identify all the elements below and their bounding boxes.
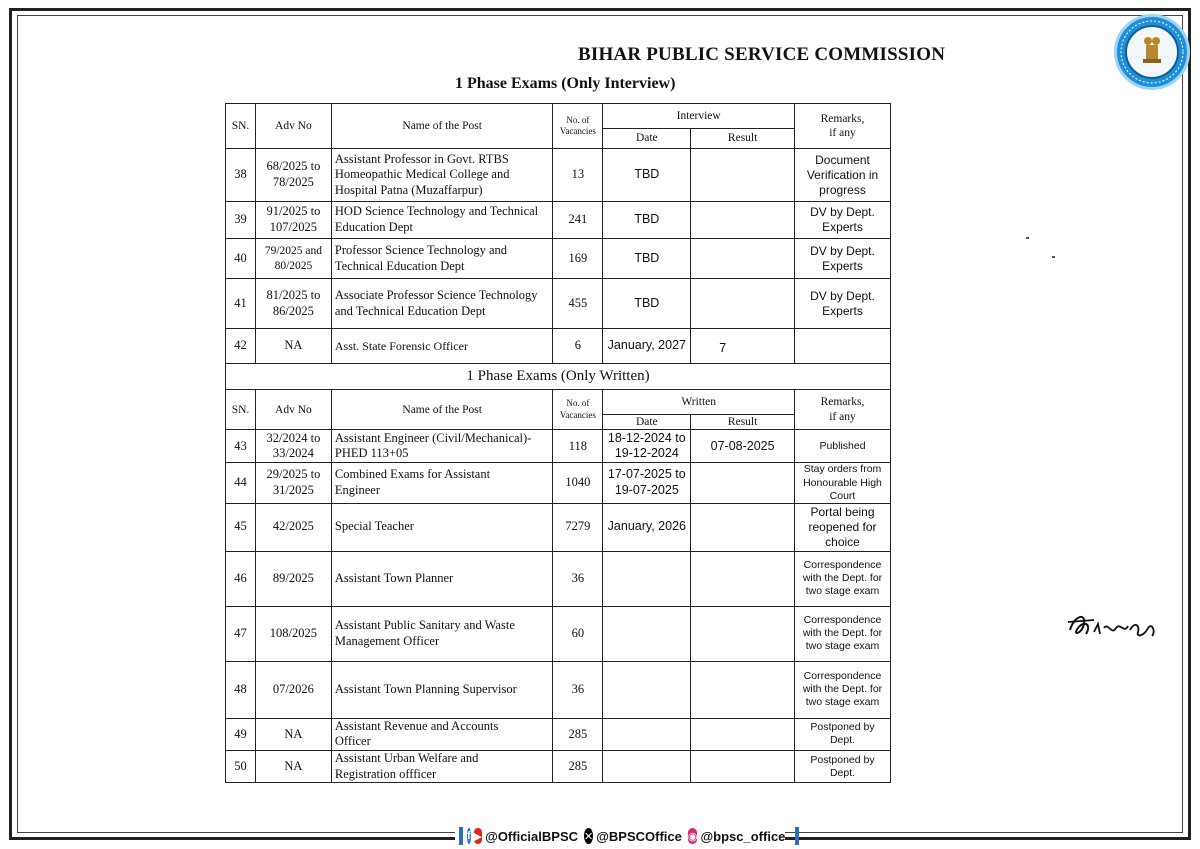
table-row: 47 108/2025 Assistant Public Sanitary and Waste Management Officer 60 Correspondence with the Dept. for two stage exam [226,606,891,661]
post-name: HOD Science Technology and Technical Education Dept [331,202,553,239]
header-remarks: Remarks, if any [795,390,891,430]
header-adv-no: Adv No [255,104,331,149]
header-post-name: Name of the Post [331,104,553,149]
handle-bpsc-office[interactable]: @BPSCOffice [596,828,682,844]
table-row: 49 NA Assistant Revenue and Accounts Officer 285 Postponed by Dept. [226,718,891,750]
post-name: Assistant Engineer (Civil/Mechanical)- PHED 113+05 [331,430,553,463]
post-name: Assistant Public Sanitary and Waste Management Officer [331,606,553,661]
footer-divider [459,827,463,845]
youtube-icon[interactable]: ▶ [474,828,482,844]
post-name: Assistant Urban Welfare and Registration offficer [331,751,553,783]
post-name: Combined Exams for Assistant Engineer [331,463,553,503]
table-row: 43 32/2024 to 33/2024 Assistant Engineer (Civil/Mechanical)- PHED 113+05 118 18-12-2024 to 19-12-2024 07-08-2025 Published [226,430,891,463]
post-name: Professor Science Technology and Technical Education Dept [331,239,553,279]
handwritten-signature [1064,602,1160,650]
handle-bpsc-instagram[interactable]: @bpsc_office [700,828,786,844]
header-post-name: Name of the Post [331,390,553,430]
table-row: 40 79/2025 and 80/2025 Professor Science Technology and Technical Education Dept 169 TBD DV by Dept. Experts [226,239,891,279]
remarks-cell: Correspondence with the Dept. for two stage exam [795,661,891,718]
table-row: 38 68/2025 to 78/2025 Assistant Professor in Govt. RTBS Homeopathic Medical College and Hospital Patna (Muzaffarpur) 13 TBD Document Verification in progress [226,149,891,202]
table-row: 39 91/2025 to 107/2025 HOD Science Technology and Technical Education Dept 241 TBD DV by Dept. Experts [226,202,891,239]
post-name: Associate Professor Science Technology and Technical Education Dept [331,279,553,329]
remarks-cell: DV by Dept. Experts [795,279,891,329]
post-name: Special Teacher [331,503,553,551]
table-row: 42 NA Asst. State Forensic Officer 6 January, 2027 7 [226,329,891,364]
post-name: Assistant Professor in Govt. RTBS Homeopathic Medical College and Hospital Patna (Muzaffarpur) [331,149,553,202]
remarks-cell: Stay orders from Honourable High Court [795,463,891,503]
remarks-cell: Portal being reopened for choice [795,503,891,551]
header-remarks: Remarks, if any [795,104,891,149]
instagram-icon[interactable]: ◉ [688,828,698,844]
bpsc-seal-logo [1114,14,1190,90]
table-row: 50 NA Assistant Urban Welfare and Registration offficer 285 Postponed by Dept. [226,751,891,783]
header-date: Date [603,129,691,149]
header-sn: SN. [226,390,256,430]
header-sn: SN. [226,104,256,149]
remarks-cell: DV by Dept. Experts [795,239,891,279]
table-row: 41 81/2025 to 86/2025 Associate Professor Science Technology and Technical Education Dept 455 TBD DV by Dept. Experts [226,279,891,329]
section-title-interview: 1 Phase Exams (Only Interview) [455,75,676,92]
scan-speck [1026,237,1029,239]
scan-speck [1052,256,1055,258]
post-name: Assistant Town Planner [331,551,553,606]
table-row: 44 29/2025 to 31/2025 Combined Exams for Assistant Engineer 1040 17-07-2025 to 19-07-2025 Stay orders from Honourable High Court [226,463,891,503]
remarks-cell: DV by Dept. Experts [795,202,891,239]
header-date: Date [603,415,691,430]
table-row: 46 89/2025 Assistant Town Planner 36 Correspondence with the Dept. for two stage exam [226,551,891,606]
post-name: Asst. State Forensic Officer [331,329,553,364]
header-vacancies: No. of Vacancies [553,390,603,430]
table-row: 45 42/2025 Special Teacher 7279 January, 2026 Portal being reopened for choice [226,503,891,551]
header-result: Result [691,129,795,149]
section-title-written-row [226,364,891,390]
header-written: Written [603,390,795,415]
header-adv-no: Adv No [255,390,331,430]
remarks-cell: Correspondence with the Dept. for two stage exam [795,551,891,606]
section-title-written: 1 Phase Exams (Only Written) [226,364,891,390]
social-footer [455,824,785,848]
handle-official-bpsc[interactable]: @OfficialBPSC [485,828,579,844]
table-header-row [226,390,891,415]
seal-emblem-icon [1117,17,1193,93]
post-name: Assistant Revenue and Accounts Officer [331,718,553,750]
facebook-icon[interactable]: f [467,830,471,842]
header-result: Result [691,415,795,430]
remarks-cell: Document Verification in progress [795,149,891,202]
header-interview: Interview [603,104,795,129]
exam-schedule-table [225,103,891,783]
table-header-row [226,104,891,129]
footer-divider [795,827,799,845]
table-row: 48 07/2026 Assistant Town Planning Supervisor 36 Correspondence with the Dept. for two stage exam [226,661,891,718]
x-icon[interactable]: ✕ [584,828,593,844]
page-title: BIHAR PUBLIC SERVICE COMMISSION [578,44,946,65]
header-vacancies: No. of Vacancies [553,104,603,149]
remarks-cell: Correspondence with the Dept. for two stage exam [795,606,891,661]
post-name: Assistant Town Planning Supervisor [331,661,553,718]
